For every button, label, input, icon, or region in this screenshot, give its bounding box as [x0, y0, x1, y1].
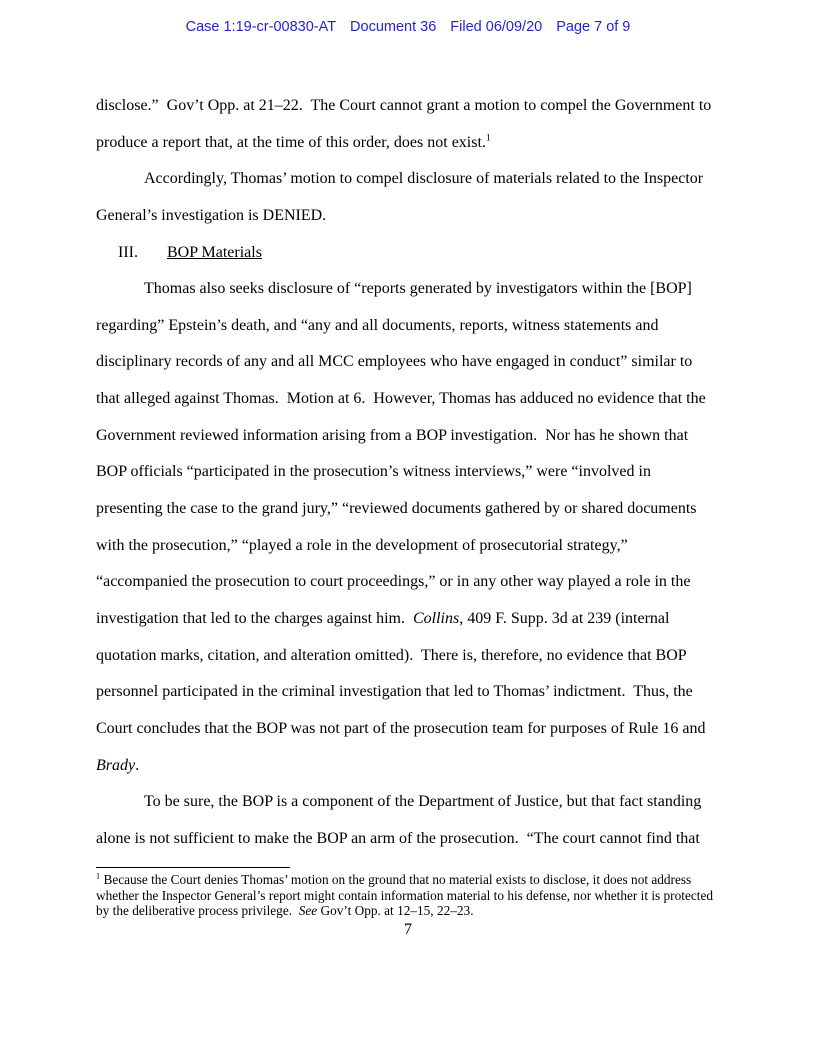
case-header: [0, 19, 816, 35]
text-segment: disclose.” Gov’t Opp. at 21–22. The Court cannot grant a motion to compel the Government to: [96, 97, 712, 114]
text-segment: regarding” Epstein’s death, and “any and all documents, reports, witness statements and: [96, 316, 659, 334]
section-heading: [96, 235, 744, 272]
text-segment: Accordingly, Thomas’ motion to compel disclosure of materials related to the Inspector: [144, 170, 704, 188]
text-segment: produce a report that, at the time of this order, does not exist.: [96, 133, 486, 151]
text-line: [96, 638, 744, 675]
text-segment: BOP Materials: [167, 243, 262, 261]
text-segment: “accompanied the prosecution to court proceedings,” or in any other way played a role in the: [96, 573, 691, 591]
text-segment: Thomas also seeks disclosure of “reports generated by investigators within the [BOP]: [144, 280, 692, 298]
footnote-marker: 1: [485, 132, 491, 144]
text-line: [96, 821, 744, 858]
text-segment: presenting the case to the grand jury,” “reviewed documents gathered by or shared documents: [96, 500, 697, 518]
text-line: [96, 528, 744, 565]
document-body: [96, 88, 744, 857]
text-segment: personnel participated in the criminal investigation that led to Thomas’ indictment. Thus, the: [96, 683, 693, 701]
text-segment: investigation that led to the charges against him.: [96, 609, 413, 627]
header-filed-date: Filed 06/09/20: [450, 19, 543, 35]
text-line: [96, 888, 736, 904]
footnote: [96, 872, 736, 919]
text-line: [96, 903, 736, 919]
text-line: [96, 711, 744, 748]
text-line: [96, 88, 744, 125]
text-segment: quotation marks, citation, and alteration omitted). There is, therefore, no evidence that BOP: [96, 646, 687, 664]
header-page-info: Page 7 of 9: [556, 19, 631, 35]
text-segment: General’s investigation is DENIED.: [96, 206, 327, 224]
text-segment: Collins: [412, 609, 460, 627]
text-segment: BOP officials “participated in the prosecution’s witness interviews,” were “involved in: [96, 463, 651, 481]
text-line: [96, 674, 744, 711]
text-line: [96, 198, 744, 235]
text-line: [96, 381, 744, 418]
text-line: [96, 748, 744, 785]
text-line: [96, 125, 744, 162]
text-line: [96, 271, 744, 308]
text-line: [96, 491, 744, 528]
text-segment: Gov’t Opp. at 12–15, 22–23.: [317, 903, 474, 919]
text-line: [96, 564, 744, 601]
text-segment: with the prosecution,” “played a role in the development of prosecutorial strategy,”: [96, 536, 628, 554]
text-segment: See: [298, 903, 318, 919]
text-segment: Brady: [96, 756, 136, 774]
text-segment: whether the Inspector General’s report might contain information material to his defense, nor whether it is protected: [96, 887, 713, 903]
header-document-number: Document 36: [350, 19, 437, 35]
footnote-separator: [96, 867, 290, 868]
text-line: [96, 454, 744, 491]
text-line: [96, 344, 744, 381]
text-segment: To be sure, the BOP is a component of the Department of Justice, but that fact standing: [144, 793, 702, 811]
text-segment: Court concludes that the BOP was not part of the prosecution team for purposes of Rule 16 and: [96, 719, 706, 737]
text-line: [96, 872, 736, 888]
text-segment: Government reviewed information arising from a BOP investigation. Nor has he shown that: [96, 426, 689, 444]
text-segment: that alleged against Thomas. Motion at 6. However, Thomas has adduced no evidence that the: [96, 390, 706, 408]
text-segment: alone is not sufficient to make the BOP an arm of the prosecution. “The court cannot find that: [96, 829, 700, 847]
footnote-marker: 1: [96, 871, 101, 881]
text-segment: III.: [118, 243, 138, 261]
text-line: [96, 784, 744, 821]
page-number: 7: [404, 921, 412, 938]
text-segment: Because the Court denies Thomas’ motion on the ground that no material exists to disclose, it does not address: [100, 872, 692, 887]
text-line: [96, 308, 744, 345]
text-line: [96, 161, 744, 198]
text-line: [96, 418, 744, 455]
text-segment: disciplinary records of any and all MCC employees who have engaged in conduct” similar to: [96, 353, 693, 371]
header-case-number: Case 1:19-cr-00830-AT: [185, 19, 337, 35]
text-segment: , 409 F. Supp. 3d at 239 (internal: [459, 609, 670, 627]
text-line: [96, 601, 744, 638]
text-segment: by the deliberative process privilege.: [96, 903, 299, 919]
text-segment: .: [135, 756, 140, 774]
